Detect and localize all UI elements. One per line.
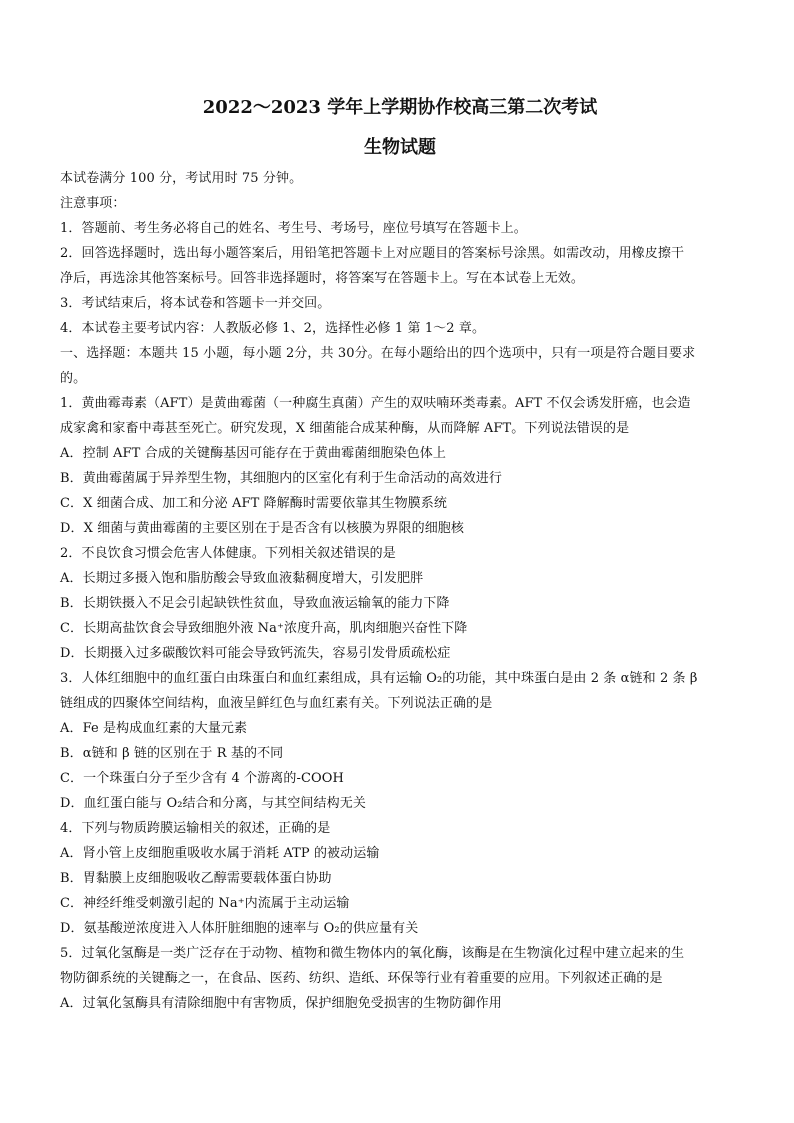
- exam-page: [60, 96, 740, 1016]
- question-4-option-d: D．氨基酸逆浓度进入人体肝脏细胞的速率与 O₂的供应量有关: [60, 921, 419, 936]
- question-3-option-a: A．Fe 是构成血红素的大量元素: [60, 721, 248, 736]
- intro-block: [60, 166, 740, 341]
- question-1-option-a: A．控制 AFT 合成的关键酶基因可能存在于黄曲霉菌细胞染色体上: [60, 446, 446, 461]
- question-2-option-d: D．长期摄入过多碳酸饮料可能会导致钙流失，容易引发骨质疏松症: [60, 646, 451, 661]
- section-line: 一、选择题：本题共 15 小题，每小题 2分，共 30分。在每小题给出的四个选项中，只有一项是符合题目要求: [60, 346, 696, 361]
- question-2-stem: 2．不良饮食习惯会危害人体健康。下列相关叙述错误的是: [60, 546, 396, 561]
- question-2-option-a: A．长期过多摄入饱和脂肪酸会导致血液黏稠度增大，引发肥胖: [60, 571, 424, 586]
- question-4-option-b: B．胃黏膜上皮细胞吸收乙醇需要载体蛋白协助: [60, 871, 332, 886]
- question-1-option-b: B．黄曲霉菌属于异养型生物，其细胞内的区室化有利于生命活动的高效进行: [60, 471, 502, 486]
- question-3-stem: 3．人体红细胞中的血红蛋白由珠蛋白和血红素组成，具有运输 O₂的功能，其中珠蛋白是由 2 条 α链和 2 条 β: [60, 671, 698, 686]
- question-list: [60, 391, 740, 1016]
- intro-line: 4．本试卷主要考试内容：人教版必修 1、2，选择性必修 1 第 1～2 章。: [60, 321, 486, 336]
- intro-line: 3．考试结束后，将本试卷和答题卡一并交回。: [60, 296, 331, 311]
- question-5-stem: 5．过氧化氢酶是一类广泛存在于动物、植物和微生物体内的氧化酶，该酶是在生物演化过程中建立起来的生: [60, 946, 685, 961]
- question-3-option-b: B．α链和 β 链的区别在于 R 基的不同: [60, 746, 284, 761]
- question-4-option-a: A．肾小管上皮细胞重吸收水属于消耗 ATP 的被动运输: [60, 846, 380, 861]
- question-4-option-c: C．神经纤维受刺激引起的 Na⁺内流属于主动运输: [60, 896, 350, 911]
- question-5-option-a: A．过氧化氢酶具有清除细胞中有害物质，保护细胞免受损害的生物防御作用: [60, 996, 502, 1011]
- exam-subtitle: 生物试题: [364, 137, 436, 158]
- intro-line: 注意事项：: [60, 196, 126, 211]
- question-4-stem: 4．下列与物质跨膜运输相关的叙述，正确的是: [60, 821, 331, 836]
- intro-line: 1．答题前、考生务必将自己的姓名、考生号、考场号，座位号填写在答题卡上。: [60, 221, 527, 236]
- intro-line: 2．回答选择题时，选出每小题答案后，用铅笔把答题卡上对应题目的答案标号涂黑。如需改动，用橡皮擦干: [60, 246, 685, 261]
- question-2-option-b: B．长期铁摄入不足会引起缺铁性贫血，导致血液运输氧的能力下降: [60, 596, 450, 611]
- question-3-option-d: D．血红蛋白能与 O₂结合和分离，与其空间结构无关: [60, 796, 366, 811]
- question-1-option-d: D．X 细菌与黄曲霉菌的主要区别在于是否含有以核膜为界限的细胞核: [60, 521, 465, 536]
- question-1-stem: 成家禽和家畜中毒甚至死亡。研究发现，X 细菌能合成某种酶，从而降解 AFT。下列说法错误的是: [60, 421, 630, 436]
- exam-title: 2022～2023 学年上学期协作校高三第二次考试: [202, 97, 598, 118]
- question-3-stem: 链组成的四聚体空间结构，血液呈鲜红色与血红素有关。下列说法正确的是: [60, 696, 493, 711]
- section-line: 的。: [60, 371, 87, 386]
- intro-line: 净后，再选涂其他答案标号。回答非选择题时，将答案写在答题卡上。写在本试卷上无效。: [60, 271, 585, 286]
- intro-line: 本试卷满分 100 分，考试用时 75 分钟。: [60, 171, 303, 186]
- section-heading: [60, 341, 740, 391]
- question-2-option-c: C．长期高盐饮食会导致细胞外液 Na⁺浓度升高，肌肉细胞兴奋性下降: [60, 621, 468, 636]
- question-3-option-c: C．一个珠蛋白分子至少含有 4 个游离的-COOH: [60, 771, 344, 786]
- question-1-option-c: C．X 细菌合成、加工和分泌 AFT 降解酶时需要依靠其生物膜系统: [60, 496, 447, 511]
- question-5-stem: 物防御系统的关键酶之一，在食品、医药、纺织、造纸、环保等行业有着重要的应用。下列叙述正确的是: [60, 971, 663, 986]
- question-1-stem: 1．黄曲霉毒素（AFT）是黄曲霉菌（一种腐生真菌）产生的双呋喃环类毒素。AFT 不仅会诱发肝癌，也会造: [60, 396, 691, 411]
